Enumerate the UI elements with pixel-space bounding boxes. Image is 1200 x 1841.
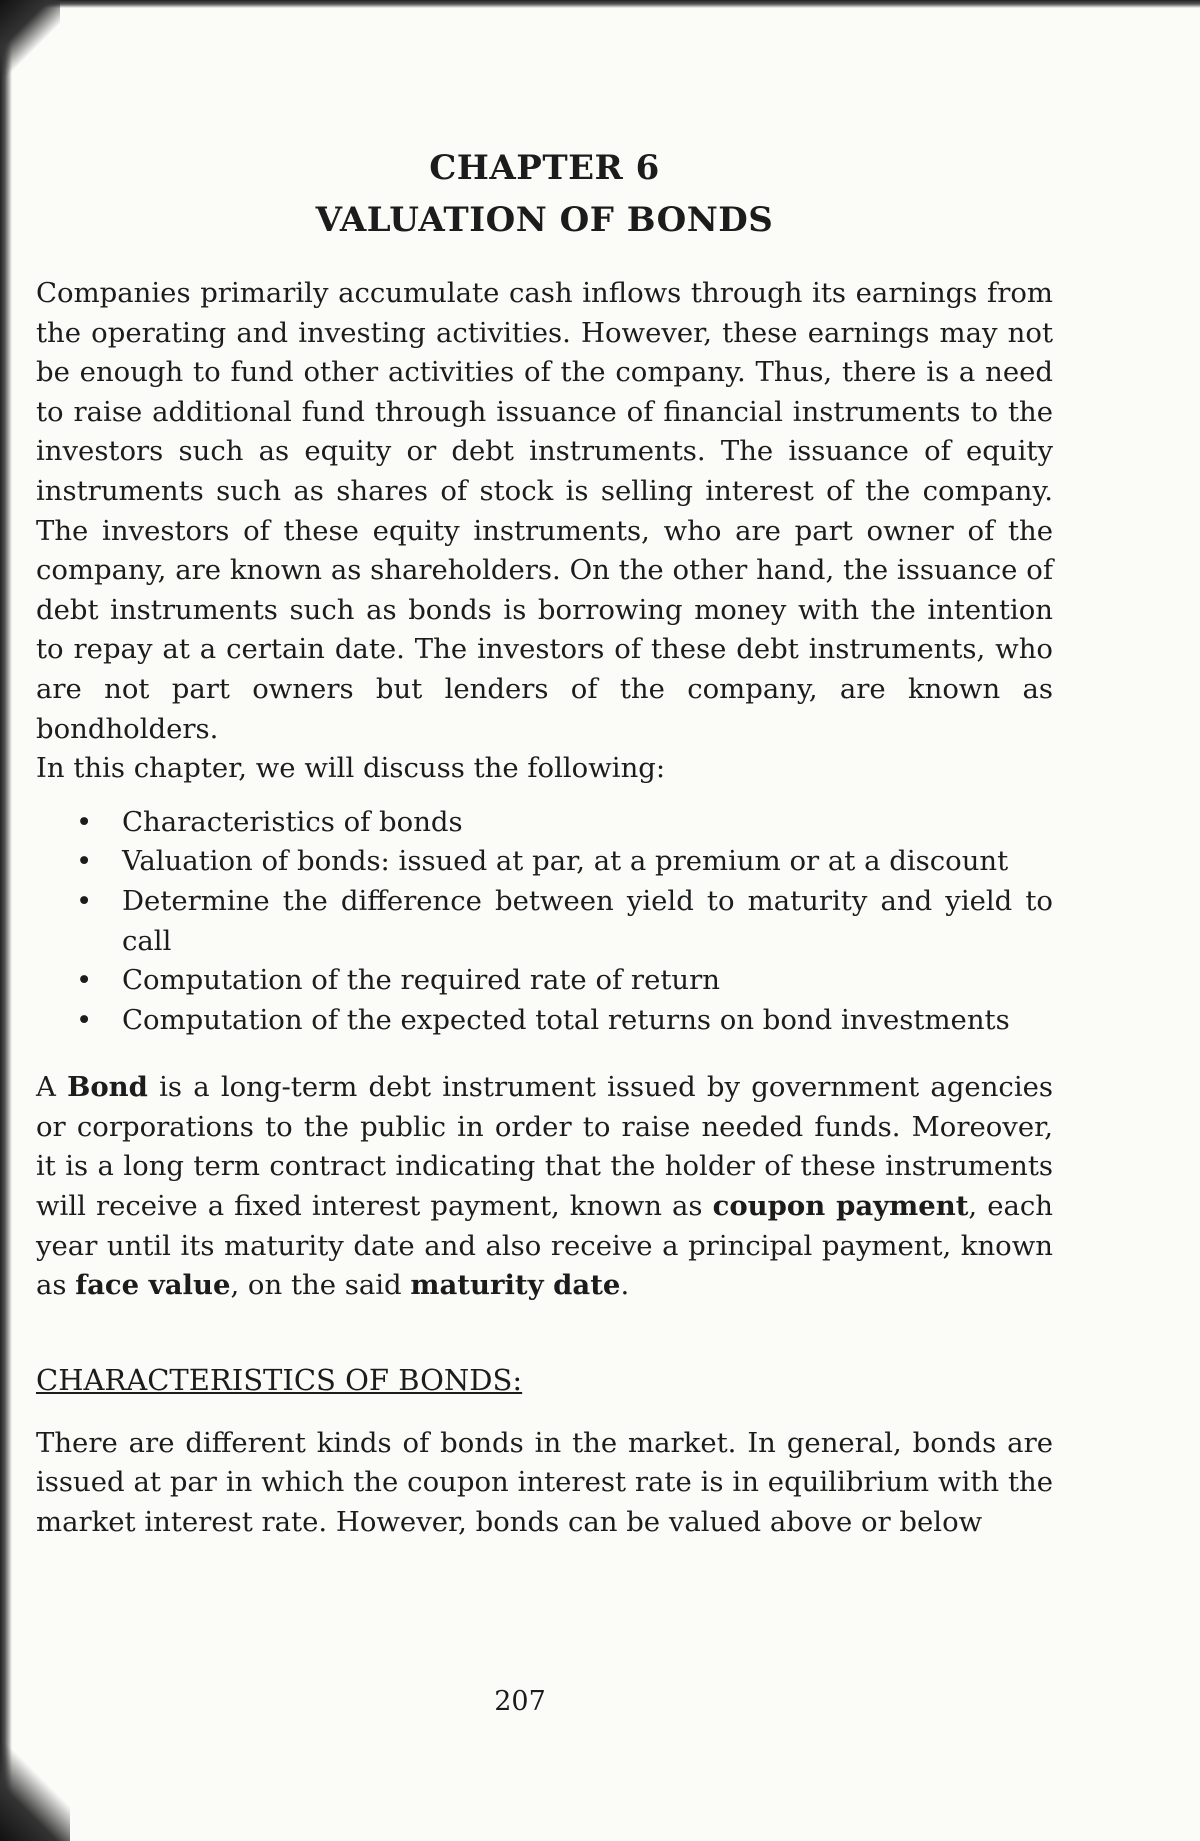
scan-edge-top <box>0 0 1200 8</box>
list-item <box>76 961 1053 1001</box>
list-item <box>76 803 1053 843</box>
definition-text: , on the said <box>230 1269 411 1302</box>
list-item-text: Valuation of bonds: issued at par, at a premium or at a discount <box>122 845 1009 878</box>
characteristics-paragraph: There are different kinds of bonds in the market. In general, bonds are issued at par in which the coupon interest rate is in equilibrium with the market interest rate. However, bonds can be valued above or below <box>36 1426 1053 1539</box>
list-item-text: Computation of the required rate of return <box>122 964 720 997</box>
bond-definition-paragraph <box>36 1068 1053 1306</box>
definition-text: is a long-term debt instrument issued by government agencies or corporations to the public in order to raise needed funds. Moreover, it is a long term contract indicating that the holder of these instruments will receive a fixed interest payment, known as <box>36 1071 1053 1223</box>
page-number: 207 <box>494 1686 546 1717</box>
scan-corner-top-left <box>0 0 60 80</box>
page-content <box>36 142 1053 1543</box>
topics-list <box>36 803 1053 1041</box>
bullet-icon: • <box>76 845 93 878</box>
bullet-icon: • <box>76 884 93 917</box>
definition-text: , each year until its maturity date and also receive a principal payment, known as <box>36 1190 1053 1302</box>
chapter-title: VALUATION OF BONDS <box>315 200 774 240</box>
list-item <box>76 842 1053 882</box>
list-item <box>76 1001 1053 1041</box>
term-coupon-payment: coupon payment <box>712 1190 969 1223</box>
chapter-number: CHAPTER 6 <box>429 148 660 188</box>
bullet-icon: • <box>76 1003 93 1036</box>
definition-text: . <box>620 1269 630 1302</box>
list-item-text: Characteristics of bonds <box>122 805 463 838</box>
bullet-icon: • <box>76 805 93 838</box>
definition-text: A <box>36 1071 68 1104</box>
bullet-icon: • <box>76 964 93 997</box>
section-heading-characteristics: CHARACTERISTICS OF BONDS: <box>36 1362 523 1397</box>
term-face-value: face value <box>75 1269 231 1302</box>
scan-corner-bottom-left <box>0 1721 70 1841</box>
term-maturity-date: maturity date <box>410 1269 621 1302</box>
scan-edge-left <box>0 0 12 1841</box>
list-item-text: Computation of the expected total returns on bond investments <box>122 1003 1010 1036</box>
intro-paragraph: Companies primarily accumulate cash inflows through its earnings from the operating and investing activities. However, these earnings may not be enough to fund other activities of the company. Thus, there is a need to raise additional fund through issuance of financial instruments to the investors such as equity or debt instruments. The issuance of equity instruments such as shares of stock is selling interest of the company. The investors of these equity instruments, who are part owner of the company, are known as shareholders. On the other hand, the issuance of debt instruments such as bonds is borrowing money with the intention to repay at a certain date. The investors of these debt instruments, who are not part owners but lenders of the company, are known as bondholders. <box>36 277 1053 745</box>
list-item-text: Determine the difference between yield to maturity and yield to call <box>122 884 1053 957</box>
topics-lead: In this chapter, we will discuss the following: <box>36 752 666 785</box>
term-bond: Bond <box>67 1071 148 1104</box>
list-item <box>76 882 1053 961</box>
